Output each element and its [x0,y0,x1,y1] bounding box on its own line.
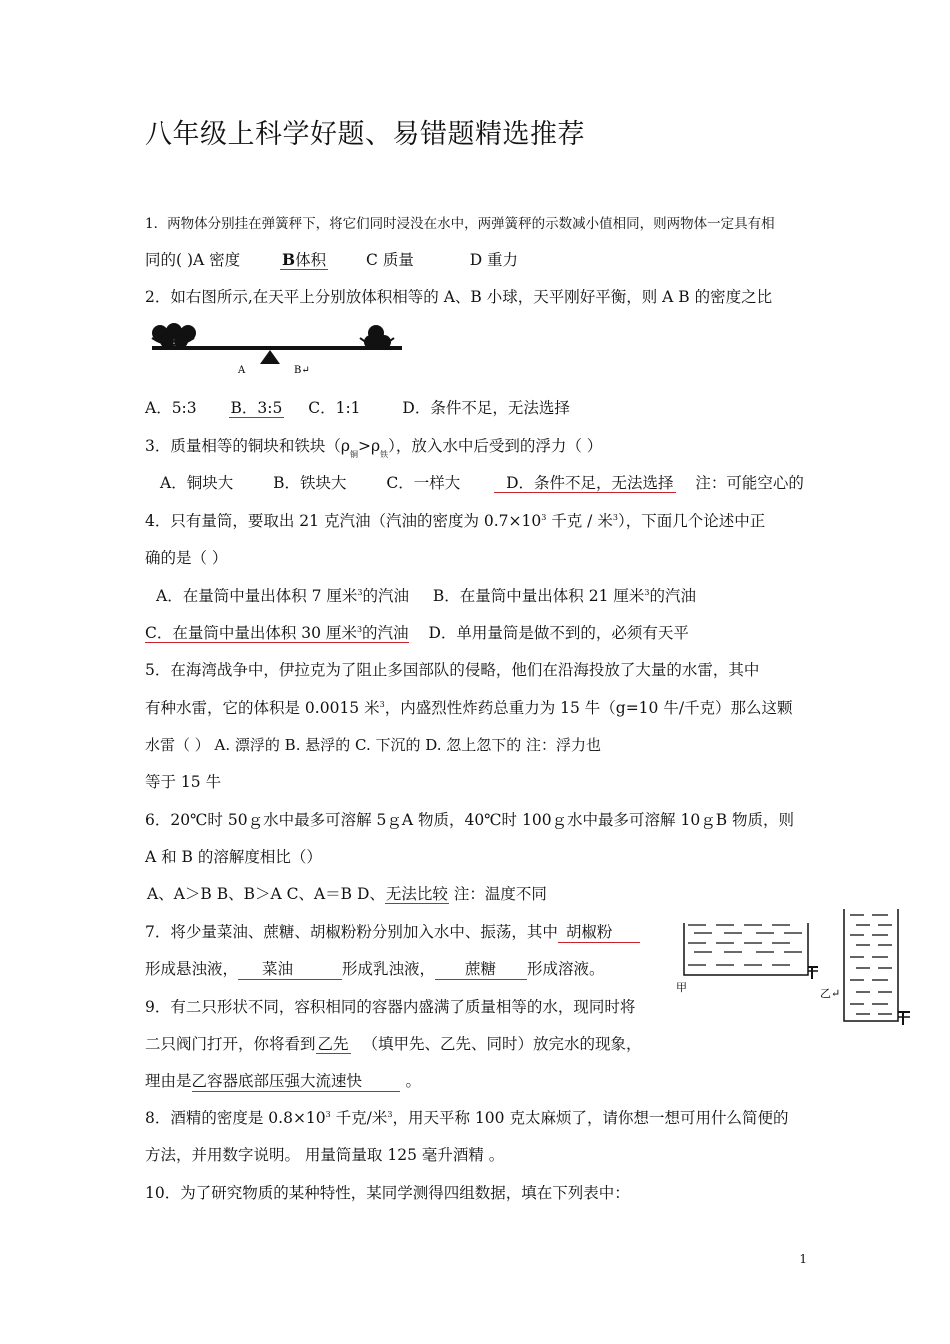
q9-line3 [145,1071,421,1092]
q3-options [160,473,804,493]
q4-options-ab [156,586,696,609]
q2-options [145,398,570,418]
q6-answer: 无法比较 [385,885,448,903]
q1-prefix: 同的( )A 密度 [145,251,241,269]
q8-line1-a: 8．酒精的密度是 0.8×10 [145,1109,326,1127]
q4-options-cd [145,623,689,646]
q1-answer-text: 体积 [295,251,327,269]
q8-sup-2: 3 [387,1110,393,1119]
container-yi [844,909,910,1025]
q7-answer-2: 菜油 [262,960,294,978]
q9-answer-2: 乙容器底部压强大流速快 [191,1072,363,1090]
q4-option-b-sup: 3 [644,588,650,597]
fig-label-yi: 乙↵ [820,987,841,1000]
q7-blank-1 [558,922,640,943]
q2-option-c: C．1:1 [308,399,361,417]
q7-line2-b: 形成乳浊液， [342,960,436,978]
q2-option-d: D．条件不足，无法选择 [402,399,570,417]
q8-sup-1: 3 [325,1110,331,1119]
q1-options [145,250,518,270]
q4-option-b-tail: 的汽油 [649,587,696,605]
q4-stem-b: 千克 / 米 [546,512,613,530]
q3-note: 注：可能空心的 [695,474,804,492]
page-number: 1 [799,1252,807,1266]
q4-sup-1: 3 [541,513,547,522]
q4-answer [145,624,409,643]
q9-blank-2 [192,1071,400,1092]
q10-line1: 10．为了研究物质的某种特性，某同学测得四组数据，填在下列表中： [145,1184,630,1202]
q6-line1: 6．20℃时 50ｇ水中最多可溶解 5ｇA 物质，40℃时 100ｇ水中最多可溶解 10ｇB 物质，则 [145,811,795,829]
q4-sup-2: 3 [612,513,618,522]
q9-line2-b: （填甲先、乙先、同时）放完水的现象， [362,1035,642,1053]
q3-sub-copper: 铜 [349,450,358,459]
q5-line2-a: 有种水雷，它的体积是 0.0015 米 [145,699,380,717]
q5-line1: 5．在海湾战争中，伊拉克为了阻止多国部队的侵略，他们在沿海投放了大量的水雷，其中 [145,661,760,679]
q4-option-c-tail: 的汽油 [362,624,409,642]
q6-options [147,884,547,904]
q4-option-a: A．在量筒中量出体积 7 厘米 [156,587,358,605]
q4-option-d: D．单用量筒是做不到的，必须有天平 [428,624,689,642]
q5-line3: 水雷（ ） A. 漂浮的 B. 悬浮的 C. 下沉的 D. 忽上忽下的 注：浮力也 [145,736,602,754]
containers-figure [672,905,917,1030]
fig-label-a: A [238,365,246,376]
q4-option-a-tail: 的汽油 [362,587,410,605]
q4-stem-line2: 确的是（ ） [145,549,228,567]
q5-line2-sup: 3 [379,700,385,709]
q8-line1-c: ，用天平称 100 克太麻烦了，请你想一想可用什么简便的 [392,1109,789,1127]
q7-line2-a: 形成悬浊液， [145,960,239,978]
q3-stem [145,436,602,459]
q6-opts: A、A＞B B、B＞A C、A＝B D、 [147,885,385,903]
ball-group-a [152,323,196,348]
q4-stem-c: ），下面几个论述中正 [617,512,766,530]
q7-blank-2 [238,959,342,980]
q3-option-c: C．一样大 [386,474,461,492]
q9-line3-b: 。 [405,1072,422,1090]
q3-stem-a: 3．质量相等的铜块和铁块（ρ [145,437,350,455]
q7-answer-1: 胡椒粉 [565,923,613,941]
q4-stem-a: 4．只有量筒，要取出 21 克汽油（汽油的密度为 0.7×10 [145,512,542,530]
q9-line2-a: 二只阀门打开，你将看到 [145,1035,316,1053]
q7-line2 [145,959,605,980]
q4-option-c-sup: 3 [356,625,363,634]
q3-sub-iron: 铁 [380,450,389,459]
q7-line1-text: 7．将少量菜油、蔗糖、胡椒粉粉分别加入水中、振荡，其中 [145,923,558,941]
q7-line2-c: 形成溶液。 [527,960,605,978]
q4-option-b: B．在量筒中量出体积 21 厘米 [432,587,645,605]
q2-stem: 2．如右图所示,在天平上分别放体积相等的 A、B 小球，天平刚好平衡，则 A B 的密度之比 [145,288,773,306]
q8-line2: 方法，并用数字说明。 用量筒量取 125 毫升酒精 。 [145,1146,505,1164]
q9-line2 [145,1034,642,1054]
q3-option-b: B．铁块大 [273,474,347,492]
q9-answer-1: 乙先 [317,1035,349,1053]
q1-option-d: D 重力 [469,251,519,269]
fig-label-b: B↵ [294,365,310,376]
q3-gt: >ρ [357,437,381,455]
q1-stem: 1．两物体分别挂在弹簧秤下，将它们同时浸没在水中，两弹簧秤的示数减小值相同，则两物体一定具有相 [145,216,775,232]
fulcrum [260,350,280,364]
q7-blank-3 [435,959,527,980]
q1-answer-letter: B [282,250,296,269]
q5-line2-b: ，内盛烈性炸药总重力为 15 牛（g=10 牛/千克）那么这颗 [384,699,793,717]
q1-option-c: C 质量 [366,251,414,269]
q7-answer-3: 蔗糖 [465,960,497,978]
q4-option-c: C．在量筒中量出体积 30 厘米 [145,624,357,642]
q6-line2: A 和 B 的溶解度相比（） [145,848,322,866]
q4-stem [145,511,765,534]
balance-figure [148,318,408,382]
page-title: 八年级上科学好题、易错题精选推荐 [145,119,585,150]
q6-note: 注：温度不同 [448,885,547,903]
q8-line1-b: 千克/米 [330,1109,388,1127]
q9-line3-a: 理由是 [145,1072,192,1090]
q8-line1 [145,1108,788,1131]
q1-answer [280,251,328,270]
q5-line4: 等于 15 牛 [145,773,222,791]
q7-line1 [145,922,640,943]
q3-option-a: A．铜块大 [160,474,234,492]
q2-answer: B．3:5 [230,399,283,417]
balance-beam [152,346,402,350]
ball-group-b [360,325,394,349]
q2-option-a: A．5:3 [145,399,197,417]
q5-line2 [145,698,793,721]
q3-stem-b: ），放入水中后受到的浮力（ ） [388,437,603,455]
q9-line1: 9．有二只形状不同，容积相同的容器内盛满了质量相等的水，现同时将 [145,998,636,1016]
q4-option-a-sup: 3 [357,588,363,597]
container-jia [684,923,818,979]
q3-answer: D．条件不足，无法选择 [494,474,675,493]
fig-label-jia: 甲 [676,981,687,994]
